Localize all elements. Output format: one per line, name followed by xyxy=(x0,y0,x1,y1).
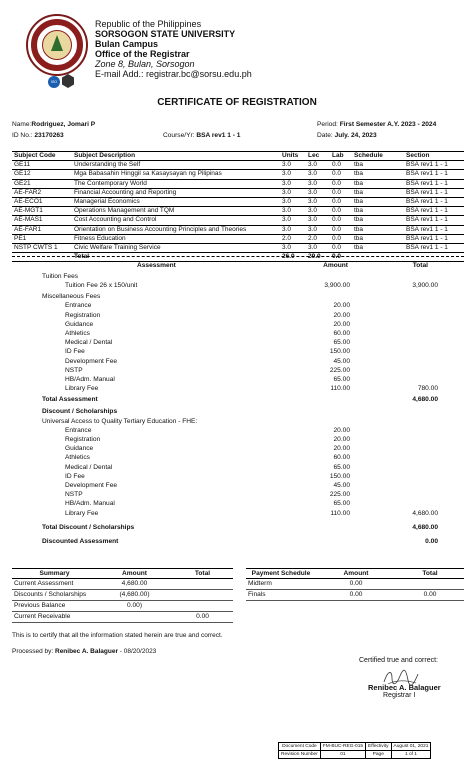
assessment-label: Discount / Scholarships xyxy=(42,408,118,416)
table-cell: Document Code xyxy=(279,743,321,751)
table-row xyxy=(12,170,464,179)
table-cell: GE11 xyxy=(12,161,72,170)
table-cell: 3.0 xyxy=(306,207,330,216)
table-cell: tba xyxy=(352,207,404,216)
campus-name: Bulan Campus xyxy=(95,39,159,49)
student-name-row: Name:Rodriguez, Jomari P xyxy=(12,121,96,128)
table-cell: Current Receivable xyxy=(12,612,97,623)
assessment-label: Discounted Assessment xyxy=(42,537,119,545)
table-cell: tba xyxy=(352,225,404,234)
table-cell: tba xyxy=(352,244,404,253)
discount-label xyxy=(12,408,464,417)
subjects-header-cell: Lec xyxy=(306,152,330,161)
table-row xyxy=(12,579,233,590)
table-cell: 3.0 xyxy=(280,198,306,207)
office-name: Office of the Registrar xyxy=(95,49,190,59)
table-row xyxy=(246,590,464,601)
table-cell: Discounts / Scholarships xyxy=(12,590,97,601)
discount-item-row xyxy=(12,491,464,500)
table-cell: 0.0 xyxy=(330,253,352,262)
table-cell: 0.0 xyxy=(330,234,352,243)
table-row xyxy=(279,743,431,751)
table-cell: 3.0 xyxy=(306,161,330,170)
assessment-label: Guidance xyxy=(65,320,94,328)
table-cell: BSA rev1 1 - 1 xyxy=(404,216,464,225)
table-cell: GE21 xyxy=(12,179,72,188)
table-cell: 0.0 xyxy=(330,161,352,170)
table-cell: BSA rev1 1 - 1 xyxy=(404,170,464,179)
date-value: July. 24, 2023 xyxy=(334,132,377,139)
assessment-label: HB/Adm. Manual xyxy=(65,376,115,383)
table-cell: 0.0 xyxy=(330,244,352,253)
assessment-amount: 60.00 xyxy=(333,330,350,337)
table-cell: 0.00 xyxy=(396,590,464,601)
table-cell: 3.0 xyxy=(306,198,330,207)
table-cell: 3.0 xyxy=(280,161,306,170)
table-cell: Understanding the Self xyxy=(72,161,280,170)
table-cell xyxy=(12,253,72,262)
table-cell xyxy=(172,590,233,601)
table-row xyxy=(246,579,464,590)
assessment-total: 780.00 xyxy=(417,385,438,393)
address-text: Zone 8, Bulan, Sorsogon xyxy=(95,59,195,69)
assessment-amount: 20.00 xyxy=(333,426,350,434)
assessment-label: Registration xyxy=(65,436,101,443)
date-row: Date: July. 24, 2023 xyxy=(317,132,377,139)
table-cell: 0.00 xyxy=(172,612,233,623)
table-cell: 0.00) xyxy=(97,601,172,612)
assessment-amount: 150.00 xyxy=(329,348,350,356)
table-cell: 3.0 xyxy=(280,188,306,197)
misc-item-row xyxy=(12,321,464,330)
table-cell: Previous Balance xyxy=(12,601,97,612)
discount-item-row xyxy=(12,500,464,509)
table-row xyxy=(12,244,464,253)
assessment-label: Athletics xyxy=(65,454,90,462)
table-cell: 2.0 xyxy=(306,234,330,243)
assessment-amount: 20.00 xyxy=(333,320,350,328)
table-cell: BSA rev1 1 - 1 xyxy=(404,244,464,253)
table-cell: 0.0 xyxy=(330,170,352,179)
assessment-amount: 3,900.00 xyxy=(324,282,350,290)
misc-item-row xyxy=(12,348,464,357)
assessment-label: Universal Access to Quality Tertiary Education - FHE: xyxy=(42,417,198,425)
tuition-label xyxy=(12,273,464,282)
total-discount-row xyxy=(12,524,464,533)
assessment-label: Library Fee xyxy=(65,509,99,517)
university-name: SORSOGON STATE UNIVERSITY xyxy=(95,29,236,39)
table-cell: AE-MGT1 xyxy=(12,207,72,216)
discount-item-row xyxy=(12,473,464,482)
discount-item-row xyxy=(12,445,464,454)
table-cell: tba xyxy=(352,198,404,207)
table-cell: Fitness Education xyxy=(72,234,280,243)
table-cell: 3.0 xyxy=(306,179,330,188)
table-cell: 2.0 xyxy=(280,234,306,243)
assessment-label: Athletics xyxy=(65,330,90,337)
divider xyxy=(12,256,464,257)
table-cell: August 01, 2021 xyxy=(391,743,431,751)
assessment-amount: 60.00 xyxy=(333,454,350,462)
period-value: First Semester A.Y. 2023 - 2024 xyxy=(339,121,437,128)
table-cell: 0.00 xyxy=(316,579,396,590)
table-cell: tba xyxy=(352,234,404,243)
table-row xyxy=(12,601,233,612)
assessment-label: Tuition Fee 26 x 150/unit xyxy=(65,282,138,290)
table-row xyxy=(279,751,431,759)
subjects-header-cell: Schedule xyxy=(352,152,404,161)
table-header-cell: Amount xyxy=(316,569,396,579)
table-cell: 3.0 xyxy=(306,244,330,253)
assessment-amount: 20.00 xyxy=(333,436,350,443)
table-header-cell: Payment Schedule xyxy=(246,569,316,579)
table-cell: Revision Number xyxy=(279,751,321,759)
table-cell xyxy=(352,253,404,262)
table-cell: tba xyxy=(352,161,404,170)
signatory-name: Renibec A. Balaguer xyxy=(368,683,441,692)
discount-item-row xyxy=(12,454,464,463)
assessment-label: HB/Adm. Manual xyxy=(65,500,115,508)
misc-item-row xyxy=(12,358,464,367)
table-cell: AE-FAR2 xyxy=(12,188,72,197)
discount-item-row xyxy=(12,464,464,473)
misc-item-row xyxy=(12,385,464,394)
assessment-label: Miscellaneous Fees xyxy=(42,293,101,301)
table-cell: 3.0 xyxy=(306,216,330,225)
assessment-amount: 45.00 xyxy=(333,482,350,489)
table-cell: Managerial Economics xyxy=(72,198,280,207)
table-cell: Midterm xyxy=(246,579,316,590)
assessment-header-cell: Total xyxy=(412,262,428,269)
discount-item-row xyxy=(12,436,464,445)
table-cell: 0.0 xyxy=(330,225,352,234)
assessment-label: Entrance xyxy=(65,426,92,434)
assessment-amount: 110.00 xyxy=(330,509,350,517)
table-cell: NSTP CWTS 1 xyxy=(12,244,72,253)
assessment-label: Entrance xyxy=(65,302,92,310)
assessment-header-cell: Amount xyxy=(323,262,348,269)
assessment-total: 0.00 xyxy=(425,537,438,545)
assessment-total: 4,680.00 xyxy=(412,523,438,531)
assessment-amount: 65.00 xyxy=(333,376,350,383)
table-cell: 01 xyxy=(320,751,365,759)
subjects-table xyxy=(12,151,464,262)
table-cell: 3.0 xyxy=(306,188,330,197)
table-cell: 0.00 xyxy=(316,590,396,601)
table-cell: Effectivity xyxy=(366,743,391,751)
assessment-label: Development Fee xyxy=(65,357,118,365)
table-cell: Operations Management and TQM xyxy=(72,207,280,216)
table-header-cell: Summary xyxy=(12,569,97,579)
assessment-amount: 65.00 xyxy=(333,500,350,508)
table-cell: Civic Welfare Training Service xyxy=(72,244,280,253)
assessment-label: Registration xyxy=(65,311,101,319)
assessment-label: Total Assessment xyxy=(42,396,98,404)
table-row xyxy=(12,234,464,243)
assessment-label: ID Fee xyxy=(65,348,85,356)
page-title: CERTIFICATE OF REGISTRATION xyxy=(157,97,317,108)
assessment-amount: 65.00 xyxy=(333,463,350,471)
table-row xyxy=(12,198,464,207)
table-cell xyxy=(396,579,464,590)
assessment-amount: 20.00 xyxy=(333,302,350,310)
table-cell: 0.0 xyxy=(330,216,352,225)
tuition-row xyxy=(12,282,464,291)
table-row xyxy=(12,590,233,601)
assessment-amount: 20.00 xyxy=(333,311,350,319)
table-cell: Orientation on Business Accounting Principles and Theories xyxy=(72,225,280,234)
certified-label: Certified true and correct: xyxy=(359,657,438,664)
assessment-header-cell: Assessment xyxy=(137,262,176,269)
misc-item-row xyxy=(12,312,464,321)
misc-item-row xyxy=(12,367,464,376)
table-cell: 3.0 xyxy=(280,207,306,216)
period-row: Period: First Semester A.Y. 2023 - 2024 xyxy=(317,121,437,128)
table-cell xyxy=(404,253,464,262)
table-cell: Current Assessment xyxy=(12,579,97,590)
table-cell: 1 of 1 xyxy=(391,751,431,759)
processed-by-name: Renibec A. Balaguer xyxy=(55,648,118,655)
table-cell: BSA rev1 1 - 1 xyxy=(404,188,464,197)
assessment-label: Development Fee xyxy=(65,482,118,489)
discount-item-row xyxy=(12,482,464,491)
table-header-cell: Total xyxy=(172,569,233,579)
table-row xyxy=(12,161,464,170)
assessment-label: Medical / Dental xyxy=(65,339,113,347)
discounted-assessment-row xyxy=(12,538,464,547)
misc-item-row xyxy=(12,330,464,339)
table-cell: Financial Accounting and Reporting xyxy=(72,188,280,197)
course-row: Course/Yr: BSA rev1 1 - 1 xyxy=(163,132,241,139)
table-cell: 3.0 xyxy=(280,225,306,234)
table-cell: 3.0 xyxy=(280,170,306,179)
table-cell: tba xyxy=(352,188,404,197)
table-cell: 4,680.00 xyxy=(97,579,172,590)
table-cell: BSA rev1 1 - 1 xyxy=(404,225,464,234)
table-header-cell: Amount xyxy=(97,569,172,579)
table-cell: 3.0 xyxy=(306,170,330,179)
assessment-label: ID Fee xyxy=(65,472,85,480)
assessment-amount: 20.00 xyxy=(333,445,350,453)
signatory-title: Registrar I xyxy=(383,692,416,699)
table-row xyxy=(12,216,464,225)
payment-schedule-table xyxy=(246,568,464,601)
table-cell: 0.0 xyxy=(330,207,352,216)
assessment-label: NSTP xyxy=(65,366,83,374)
processed-by-row: Processed by: Renibec A. Balaguer - 08/20/2023 xyxy=(12,648,157,655)
discount-item-row xyxy=(12,510,464,519)
table-cell: AE-ECO1 xyxy=(12,198,72,207)
table-row xyxy=(12,225,464,234)
table-cell: 3.0 xyxy=(306,225,330,234)
course-value: BSA rev1 1 - 1 xyxy=(196,132,241,139)
table-cell: Total xyxy=(72,253,280,262)
student-id-row: ID No.: 23170263 xyxy=(12,132,64,139)
table-cell: 0.0 xyxy=(330,198,352,207)
student-id: 23170263 xyxy=(34,132,64,139)
assessment-amount: 225.00 xyxy=(329,491,350,499)
student-name: Rodriguez, Jomari P xyxy=(31,121,96,128)
certification-badge-icon xyxy=(62,74,74,88)
table-cell xyxy=(172,601,233,612)
misc-item-row xyxy=(12,376,464,385)
total-assessment-row xyxy=(12,396,464,405)
discount-program xyxy=(12,418,464,427)
subjects-header-cell: Lab xyxy=(330,152,352,161)
table-row xyxy=(12,612,233,623)
table-cell: (4,680.00) xyxy=(97,590,172,601)
table-cell: BSA rev1 1 - 1 xyxy=(404,234,464,243)
assessment-label: Medical / Dental xyxy=(65,463,113,471)
table-cell: BSA rev1 1 - 1 xyxy=(404,198,464,207)
subjects-header-row xyxy=(12,152,464,161)
table-cell: 26.0 xyxy=(280,253,306,262)
table-cell: 3.0 xyxy=(280,179,306,188)
table-cell: 0.0 xyxy=(330,179,352,188)
table-cell: AE-MAS1 xyxy=(12,216,72,225)
misc-label xyxy=(12,293,464,302)
assessment-label: Guidance xyxy=(65,445,94,453)
assessment-amount: 110.00 xyxy=(330,385,350,393)
table-cell: Cost Accounting and Control xyxy=(72,216,280,225)
table-cell: BSA rev1 1 - 1 xyxy=(404,179,464,188)
table-cell: Page xyxy=(366,751,391,759)
assessment-amount: 65.00 xyxy=(333,339,350,347)
assessment-total: 4,680.00 xyxy=(412,509,438,517)
table-cell: tba xyxy=(352,170,404,179)
assessment-label: Total Discount / Scholarships xyxy=(42,523,135,531)
discount-item-row xyxy=(12,427,464,436)
subjects-header-cell: Subject Code xyxy=(12,152,72,161)
assessment-total: 3,900.00 xyxy=(412,282,438,290)
assessment-label: Tuition Fees xyxy=(42,273,79,280)
table-cell: 3.0 xyxy=(280,244,306,253)
subjects-header-cell: Units xyxy=(280,152,306,161)
table-header-cell: Total xyxy=(396,569,464,579)
table-cell: 3.0 xyxy=(280,216,306,225)
table-cell: 29.0 xyxy=(306,253,330,262)
table-row xyxy=(12,207,464,216)
university-seal xyxy=(26,14,88,76)
table-cell: GE12 xyxy=(12,170,72,179)
table-row xyxy=(12,179,464,188)
summary-table xyxy=(12,568,233,623)
assessment-label: NSTP xyxy=(65,491,83,499)
table-cell: Finals xyxy=(246,590,316,601)
assessment-amount: 225.00 xyxy=(329,366,350,374)
table-cell xyxy=(172,579,233,590)
misc-item-row xyxy=(12,339,464,348)
assessment-total: 4,680.00 xyxy=(412,396,438,404)
table-cell: 0.0 xyxy=(330,188,352,197)
misc-item-row xyxy=(12,302,464,311)
certify-statement: This is to certify that all the information stated herein are true and correct. xyxy=(12,632,223,639)
table-cell: PE1 xyxy=(12,234,72,243)
assessment-amount: 150.00 xyxy=(329,472,350,480)
assessment-label: Library Fee xyxy=(65,385,99,393)
table-cell: The Contemporary World xyxy=(72,179,280,188)
table-cell: BSA rev1 1 - 1 xyxy=(404,207,464,216)
table-cell: AE-FAR1 xyxy=(12,225,72,234)
table-cell: Mga Babasahin Hinggil sa Kasaysayan ng Pilipinas xyxy=(72,170,280,179)
email-text: E-mail Add.: registrar.bc@sorsu.edu.ph xyxy=(95,69,252,79)
table-cell: tba xyxy=(352,179,404,188)
republic-text: Republic of the Philippines xyxy=(95,19,202,29)
subjects-header-cell: Section xyxy=(404,152,464,161)
table-cell: tba xyxy=(352,216,404,225)
table-cell xyxy=(97,612,172,623)
assessment-amount: 45.00 xyxy=(333,357,350,365)
table-cell: BSA rev1 1 - 1 xyxy=(404,161,464,170)
iso-badge: ISO xyxy=(48,76,60,88)
table-cell: FM-BUC-REG-015 xyxy=(320,743,365,751)
subjects-total-row xyxy=(12,253,464,262)
table-row xyxy=(12,188,464,197)
subjects-header-cell: Subject Description xyxy=(72,152,280,161)
document-control-table xyxy=(278,742,431,759)
